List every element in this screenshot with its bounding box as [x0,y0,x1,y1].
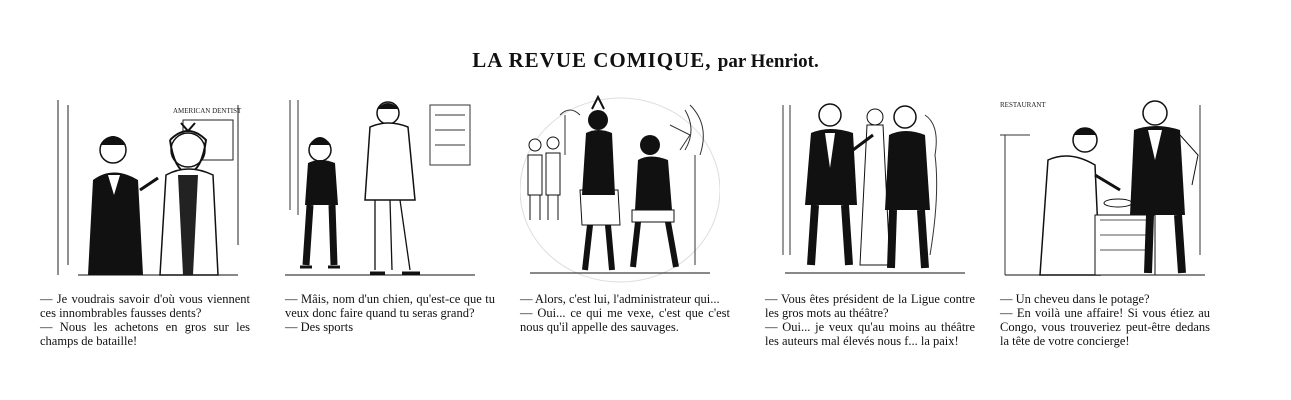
dialogue-line: — Nous les achetons en gros sur les champs de bataille! [40,320,250,348]
cartoon-panel-4 [775,95,975,285]
dialogue-line: — Mâis, nom d'un chien, qu'est-ce que tu veux donc faire quand tu seras grand? [285,292,495,320]
illustration-jungle [520,95,720,285]
illustration-theatre-foyer [775,95,975,285]
dialogue-line: — Oui... je veux qu'au moins au théâtre les auteurs mal élevés nous f... la paix! [765,320,975,348]
dialogue-line: — En voilà une affaire! Si vous étiez au Congo, vous trouveriez peut-être dedans la tête de votre concierge! [1000,306,1210,348]
cartoon-panel-2 [280,95,480,285]
dialogue-line: — Alors, c'est lui, l'administrateur qui... [520,292,720,306]
caption-panel-2 [285,292,495,334]
cartoon-panel-3 [520,95,720,285]
illustration-restaurant [1000,95,1210,285]
illustration-dentist [48,95,248,285]
dialogue-line: — Oui... ce qui me vexe, c'est que c'est nous qu'il appelle des sauvages. [520,306,730,334]
illustration-man-and-boy [280,95,480,285]
caption-panel-1 [40,292,250,348]
cartoon-panel-5 [1000,95,1210,285]
dialogue-line: — Des sports [285,320,354,334]
dentist-sign-text: AMERICAN DENTIST [173,107,242,115]
comic-byline: par Henriot. [717,51,819,72]
dialogue-line: — Je voudrais savoir d'où vous viennent ces innombrables fausses dents? [40,292,250,320]
caption-panel-5 [1000,292,1210,348]
dialogue-line: — Vous êtes président de la Ligue contre les gros mots au théâtre? [765,292,975,320]
caption-panel-4 [765,292,975,348]
dialogue-line: — Un cheveu dans le potage? [1000,292,1150,306]
cartoon-panel-1 [48,95,248,285]
caption-panel-3 [520,292,730,334]
page-title [0,48,1291,73]
comic-title: LA REVUE COMIQUE, [472,48,712,72]
restaurant-sign-text: RESTAURANT [1000,101,1046,109]
